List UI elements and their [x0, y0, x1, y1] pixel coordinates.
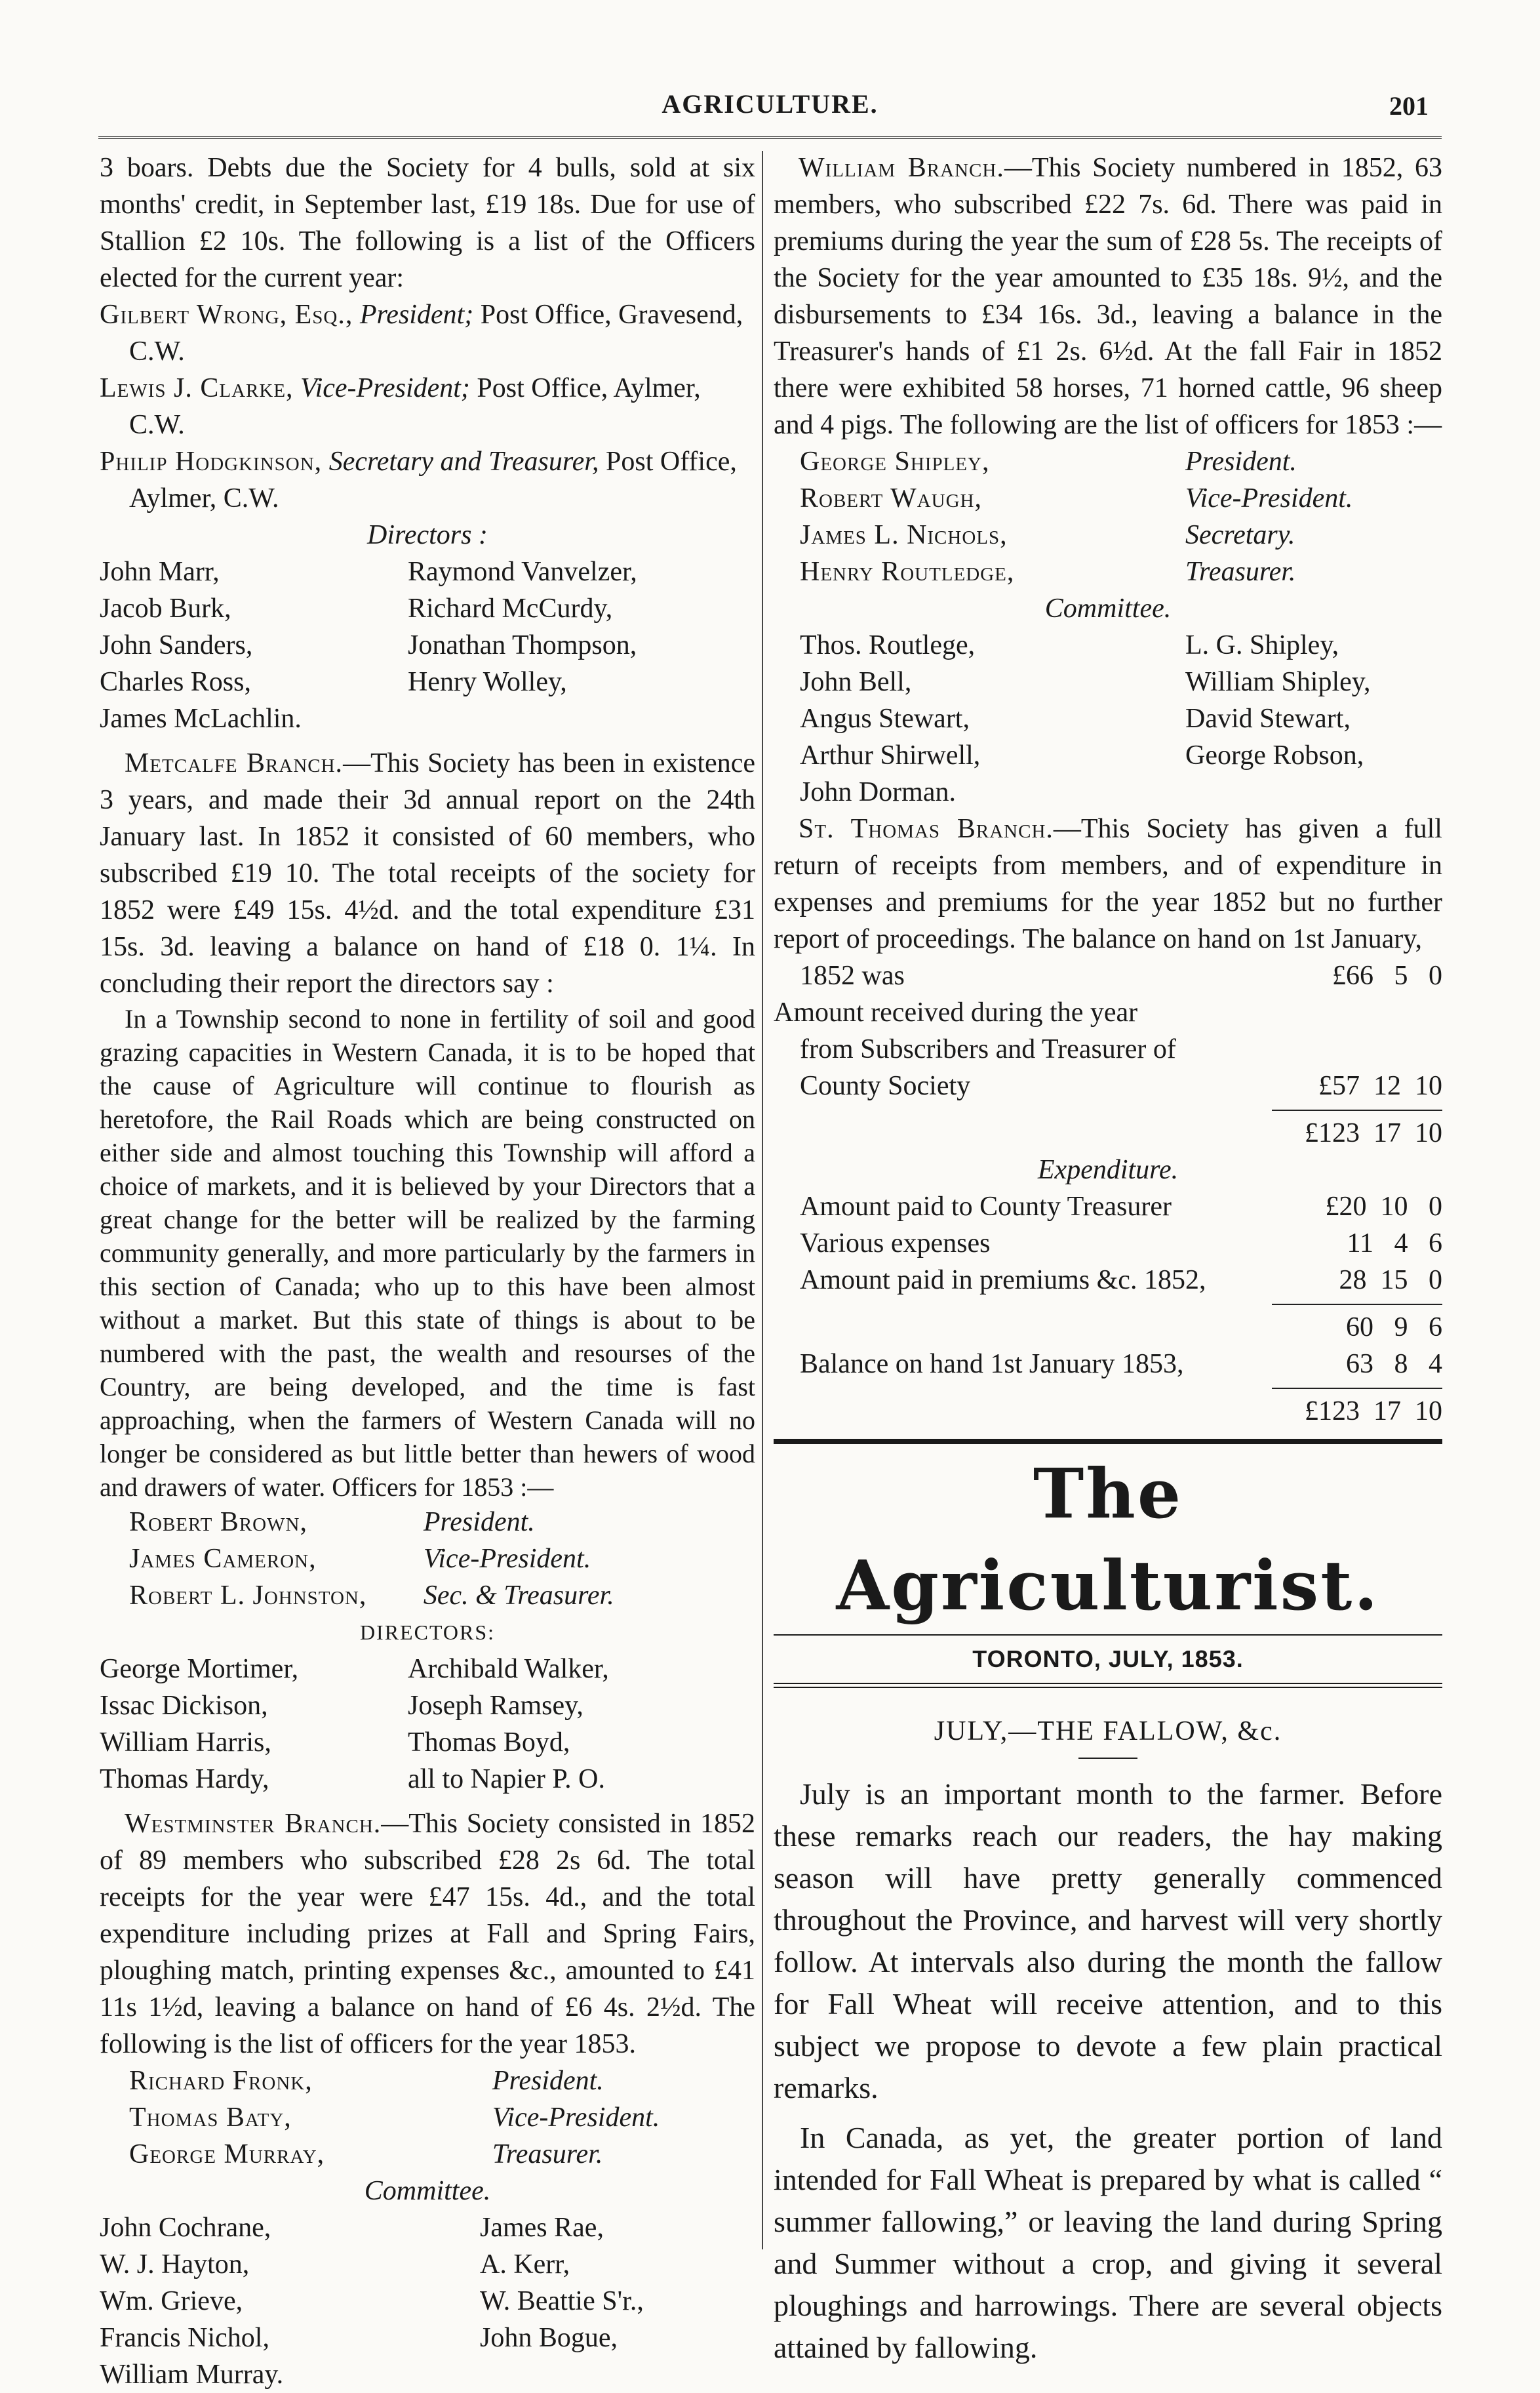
william-committee: [774, 627, 1442, 811]
dateline-rule: [774, 1683, 1442, 1684]
list-item: W. J. Hayton, A. Kerr,: [100, 2249, 570, 2280]
article-paragraph: July is an important month to the farmer. Before these remarks reach our readers, the hay making season will have pretty generally commenced throughout the Province, and harvest will very shortly follow. At intervals also during the month the fallow for Fall Wheat will receive attention, and to this subject we propose to devote a few plain practical remarks.: [774, 1777, 1442, 2104]
list-item: James Cameron, Vice-President.: [129, 1544, 591, 1574]
list-item: Robert Brown, President.: [129, 1507, 535, 1537]
list-item: Charles Ross, Henry Wolley,: [100, 667, 567, 697]
directors-heading: Directors :: [367, 520, 488, 550]
sum-rule: [1272, 1110, 1442, 1111]
officer-line: Gilbert Wrong, Esq., President; Post Office, Gravesend, C.W.: [100, 300, 743, 367]
list-item: John Cochrane, James Rae,: [100, 2213, 604, 2243]
list-item: William Murray.: [100, 2360, 284, 2390]
list-item: John Bell, William Shipley,: [800, 667, 1371, 697]
list-item: Henry Routledge, Treasurer.: [800, 557, 1296, 587]
list-item: Angus Stewart, David Stewart,: [800, 704, 1351, 734]
dateline: TORONTO, JULY, 1853.: [972, 1645, 1244, 1672]
list-item: James McLachlin.: [100, 704, 302, 734]
directors-heading: DIRECTORS:: [359, 1620, 496, 1644]
finance-table: [774, 957, 1442, 1430]
list-item: Issac Dickison, Joseph Ramsey,: [100, 1691, 583, 1721]
list-item: Jacob Burk, Richard McCurdy,: [100, 593, 613, 624]
expenditure-heading: Expenditure.: [1037, 1155, 1179, 1185]
list-item: Robert L. Johnston, Sec. & Treasurer.: [129, 1580, 614, 1611]
directors-list: [100, 553, 755, 737]
article-title: JULY,—THE FALLOW, &c.: [934, 1716, 1282, 1746]
running-head: AGRICULTURE.: [661, 89, 879, 119]
st-thomas-paragraph: St. Thomas Branch.—This Society has given a full return of receipts from members, and of expenditure in expenses and premiums for the year 1852 but no further report of proceedings. The balance on hand on 1st January,: [774, 814, 1442, 954]
table-row: Balance on hand 1st January 1853, 63 8 4: [800, 1349, 1442, 1379]
sum-rule: [1272, 1304, 1442, 1305]
table-row: Amount paid in premiums &c. 1852, 28 15 0: [800, 1265, 1442, 1295]
westminster-committee: [100, 2209, 755, 2393]
list-item: Thomas Hardy, all to Napier P. O.: [100, 1764, 605, 1794]
table-row: Amount received during the year: [774, 997, 1138, 1028]
dateline-rule: [774, 1687, 1442, 1688]
metcalfe-directors: [100, 1651, 755, 1798]
list-item: Robert Waugh, Vice-President.: [800, 483, 1353, 513]
metcalfe-paragraph: Metcalfe Branch.—This Society has been in existence 3 years, and made their 3d annual report on the 24th January last. In 1852 it consisted of 60 members, who subscribed £19 10. The total receipts of the society for 1852 were £49 15s. 4½d. and the total expenditure £31 15s. 3d. leaving a balance on hand of £18 0. 1¼. In concluding their report the directors say :: [100, 748, 755, 999]
list-item: George Shipley, President.: [800, 447, 1297, 477]
metcalfe-quote: In a Township second to none in fertility of soil and good grazing capacities in Western Canada, it is to be hoped that the cause of Agriculture will continue to flourish as heretofore, the Rail Roads which are being constructed on either side and almost touching this Township will afford a choice of markets, and it is believed by your Directors that a great change for the better will be realized by the farming community generally, and more particularly by the farmers in this section of Canada; who up to this have been almost without a market. But this state of things is about to be numbered with the past, the wealth and resourses of the Country, are being developed, and the time is fast approaching, when the farmers of Western Canada will no longer be considered as but little better than hewers of wood and drawers of water. Officers for 1853 :—: [100, 1004, 755, 1502]
table-row: 60 9 6: [1346, 1312, 1442, 1342]
list-item: Richard Fronk, President.: [129, 2066, 604, 2096]
page-number: 201: [1389, 91, 1429, 121]
article-body: [774, 1773, 1442, 2369]
column-divider: [762, 151, 763, 2249]
list-item: John Marr, Raymond Vanvelzer,: [100, 557, 637, 587]
list-item: Francis Nichol, John Bogue,: [100, 2323, 618, 2353]
table-row: Amount paid to County Treasurer £20 10 0: [800, 1192, 1442, 1222]
masthead-rule: [774, 1634, 1442, 1636]
list-item: George Murray, Treasurer.: [129, 2139, 603, 2169]
sum-rule: [1272, 1388, 1442, 1389]
list-item: Thomas Baty, Vice-President.: [129, 2102, 660, 2133]
section-rule: [774, 1439, 1442, 1444]
list-item: Arthur Shirwell, George Robson,: [800, 740, 1364, 771]
list-item: Thos. Routlege, L. G. Shipley,: [800, 630, 1339, 660]
intro-paragraph: 3 boars. Debts due the Society for 4 bulls, sold at six months' credit, in September last, £19 18s. Due for use of Stallion £2 10s. The following is a list of the Officers elected for the current year:: [100, 153, 755, 293]
list-item: James L. Nichols, Secretary.: [800, 520, 1295, 550]
william-paragraph: William Branch.—This Society numbered in 1852, 63 members, who subscribed £22 7s. 6d. There was paid in premiums during the year the sum of £28 5s. The receipts of the Society for the year amounted to £35 18s. 9½, and the disbursements to £34 16s. 3d., leaving a balance in the Treasurer's hands of £1 2s. 6½d. At the fall Fair in 1852 there were exhibited 58 horses, 71 horned cattle, 96 sheep and 4 pigs. The following are the list of officers for 1853 :—: [774, 153, 1442, 440]
right-column: [774, 150, 1442, 2377]
table-row: £123 17 10: [1305, 1118, 1442, 1148]
metcalfe-officers: [100, 1504, 755, 1614]
list-item: George Mortimer, Archibald Walker,: [100, 1654, 609, 1684]
table-row: £123 17 10: [1305, 1396, 1442, 1426]
table-row: 1852 was £66 5 0: [800, 961, 1442, 991]
table-row: Various expenses 11 4 6: [800, 1228, 1442, 1258]
table-row: County Society £57 12 10: [800, 1071, 1442, 1101]
westminster-paragraph: Westminster Branch.—This Society consisted in 1852 of 89 members who subscribed £28 2s 6d. The total receipts for the year were £47 15s. 4d., and the total expenditure including prizes at Fall and Spring Fairs, ploughing match, printing expenses &c., amounted to £41 11s 1½d, leaving a balance on hand of £6 4s. 2½d. The following is the list of officers for the year 1853.: [100, 1809, 755, 2059]
list-item: William Harris, Thomas Boyd,: [100, 1727, 570, 1758]
william-officers: [774, 443, 1442, 590]
masthead: The Agriculturist.: [836, 1453, 1380, 1626]
left-column: [100, 150, 755, 2393]
header-rule: [98, 136, 1442, 139]
list-item: Wm. Grieve, W. Beattie S'r.,: [100, 2286, 644, 2316]
officer-line: Lewis J. Clarke, Vice-President; Post Office, Aylmer, C.W.: [100, 373, 701, 440]
officer-line: Philip Hodgkinson, Secretary and Treasurer, Post Office, Aylmer, C.W.: [100, 447, 737, 513]
committee-heading: Committee.: [1044, 593, 1172, 624]
article-paragraph: In Canada, as yet, the greater portion of land intended for Fall Wheat is prepared by what is called “ summer fallowing,” or leaving the land during Spring and Summer without a crop, and giving it several ploughings and harrowings. There are several objects attained by fallowing.: [774, 2121, 1442, 2364]
title-rule: [1078, 1758, 1137, 1759]
list-item: John Dorman.: [800, 777, 956, 807]
westminster-officers: [100, 2062, 755, 2173]
table-row: from Subscribers and Treasurer of: [800, 1034, 1176, 1064]
committee-heading: Committee.: [364, 2176, 491, 2206]
list-item: John Sanders, Jonathan Thompson,: [100, 630, 637, 660]
